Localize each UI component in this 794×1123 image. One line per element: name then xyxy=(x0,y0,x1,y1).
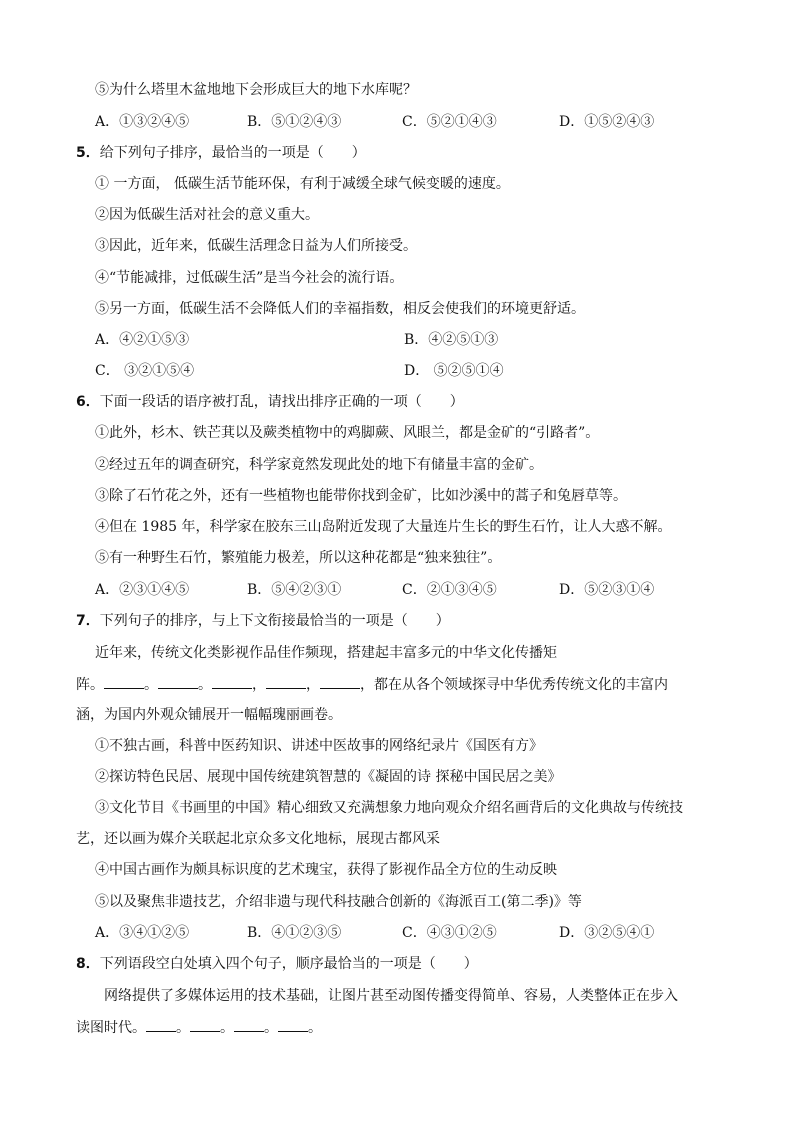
blank-1 xyxy=(146,1017,176,1032)
q7-item-1: ①不独古画，科普中医药知识、讲述中医故事的网络纪录片《国医有方》 xyxy=(95,738,543,754)
q5-option-c: C． ③②①⑤④ xyxy=(95,363,195,379)
q7-intro-line-1: 近年来，传统文化类影视作品佳作频现，搭建起丰富多元的中华文化传播矩 xyxy=(95,645,557,661)
q6-item-5: ⑤有一种野生石竹，繁殖能力极差，所以这种花都是“独来独往”。 xyxy=(95,550,502,566)
q7-option-d: D．③②⑤④① xyxy=(559,925,655,941)
q5-item-4: ④“节能减排，过低碳生活”是当今社会的流行语。 xyxy=(95,270,404,286)
blank-2 xyxy=(190,1017,220,1032)
q5-item-2: ②因为低碳生活对社会的意义重大。 xyxy=(95,207,319,223)
q8-stem-text: 下列语段空白处填入四个句子，顺序最恰当的一项是（ ） xyxy=(99,956,478,972)
q8-intro-text: 读图时代。 xyxy=(76,1020,146,1036)
q7-intro-line-2 xyxy=(76,674,668,695)
q7-option-a: A．③④①②⑤ xyxy=(95,925,190,941)
q7-option-b: B．④①②③⑤ xyxy=(247,925,342,941)
q7-intro-line-3: 涵，为国内外观众铺展开一幅幅瑰丽画卷。 xyxy=(76,707,342,723)
blank-1 xyxy=(104,674,144,689)
q8-intro-line-2 xyxy=(76,1017,322,1038)
q4-option-a: A．①③②④⑤ xyxy=(95,114,190,130)
blank-4 xyxy=(266,674,306,689)
q5-stem xyxy=(76,143,366,163)
q7-intro-text: ，都在从各个领域探寻中华优秀传统文化的丰富内 xyxy=(360,677,668,693)
q6-option-b: B．⑤④②③① xyxy=(247,582,342,598)
q4-option-c: C．⑤②①④③ xyxy=(402,114,497,130)
q8-intro-punct: 。 xyxy=(176,1020,190,1036)
q5-item-1: ① 一方面， 低碳生活节能环保，有利于减缓全球气候变暖的速度。 xyxy=(95,176,510,192)
q7-stem xyxy=(76,611,450,631)
q5-number: 5． xyxy=(76,145,100,161)
q5-options-row-2 xyxy=(0,361,794,381)
q4-option-d: D．①⑤②④③ xyxy=(559,114,655,130)
q7-intro-punct: 。 xyxy=(144,677,158,693)
q6-item-1: ①此外，杉木、铁芒萁以及蕨类植物中的鸡脚蕨、风眼兰，都是金矿的“引路者”。 xyxy=(95,425,600,441)
q8-number: 8． xyxy=(76,956,100,972)
q6-item-4: ④但在 1985 年，科学家在胶东三山岛附近发现了大量连片生长的野生石竹，让人大惑不解。 xyxy=(95,519,672,535)
q7-item-3-cont: 艺，还以画为媒介关联起北京众多文化地标，展现古都风采 xyxy=(76,831,440,847)
q7-intro-text: 阵。 xyxy=(76,677,104,693)
q5-item-5: ⑤另一方面，低碳生活不会降低人们的幸福指数，相反会使我们的环境更舒适。 xyxy=(95,301,585,317)
blank-5 xyxy=(320,674,360,689)
q6-options xyxy=(0,580,794,600)
q6-item-3: ③除了石竹花之外，还有一些植物也能带你找到金矿，比如沙溪中的蒿子和兔唇草等。 xyxy=(95,488,627,504)
q6-option-a: A．②③①④⑤ xyxy=(95,582,190,598)
q5-option-a: A．④②①⑤③ xyxy=(95,332,190,348)
q8-intro-punct: 。 xyxy=(264,1020,278,1036)
q4-options xyxy=(0,112,794,132)
q7-item-5: ⑤以及聚焦非遗技艺，介绍非遗与现代科技融合创新的《海派百工(第二季)》等 xyxy=(95,894,582,910)
blank-3 xyxy=(212,674,252,689)
q7-stem-text: 下列句子的排序，与上下文衔接最恰当的一项是（ ） xyxy=(99,613,450,629)
q8-intro-line-1: 网络提供了多媒体运用的技术基础，让图片甚至动图传播变得简单、容易，人类整体正在步入 xyxy=(104,988,678,1004)
q6-option-d: D．⑤②③①④ xyxy=(559,582,655,598)
q7-options xyxy=(0,923,794,943)
q6-item-2: ②经过五年的调查研究，科学家竟然发现此处的地下有储量丰富的金矿。 xyxy=(95,457,543,473)
q5-options-row-1 xyxy=(0,330,794,350)
q7-number: 7． xyxy=(76,613,100,629)
q7-intro-punct: ， xyxy=(252,677,266,693)
q8-stem xyxy=(76,954,478,974)
q7-intro-punct: 。 xyxy=(198,677,212,693)
q5-stem-text: 给下列句子排序，最恰当的一项是（ ） xyxy=(99,145,366,161)
q8-intro-punct: 。 xyxy=(308,1020,322,1036)
q5-option-b: B．④②⑤①③ xyxy=(404,332,499,348)
q6-stem xyxy=(76,392,464,412)
q4-option-b: B．⑤①②④③ xyxy=(247,114,342,130)
blank-3 xyxy=(234,1017,264,1032)
q5-item-3: ③因此，近年来，低碳生活理念日益为人们所接受。 xyxy=(95,238,417,254)
q4-item-5: ⑤为什么塔里木盆地地下会形成巨大的地下水库呢？ xyxy=(95,82,417,98)
q7-item-2: ②探访特色民居、展现中国传统建筑智慧的《凝固的诗 探秘中国民居之美》 xyxy=(95,769,562,785)
q7-item-4: ④中国古画作为颇具标识度的艺术瑰宝，获得了影视作品全方位的生动反映 xyxy=(95,862,557,878)
q7-intro-punct: ， xyxy=(306,677,320,693)
q8-intro-punct: 。 xyxy=(220,1020,234,1036)
q5-option-d: D． ⑤②⑤①④ xyxy=(404,363,504,379)
blank-2 xyxy=(158,674,198,689)
q6-stem-text: 下面一段话的语序被打乱，请找出排序正确的一项（ ） xyxy=(99,394,464,410)
q6-option-c: C．②①③④⑤ xyxy=(402,582,497,598)
q7-item-3: ③文化节目《书画里的中国》精心细致又充满想象力地向观众介绍名画背后的文化典故与传统技 xyxy=(95,800,683,816)
q7-option-c: C．④③①②⑤ xyxy=(402,925,497,941)
blank-4 xyxy=(278,1017,308,1032)
q6-number: 6． xyxy=(76,394,100,410)
